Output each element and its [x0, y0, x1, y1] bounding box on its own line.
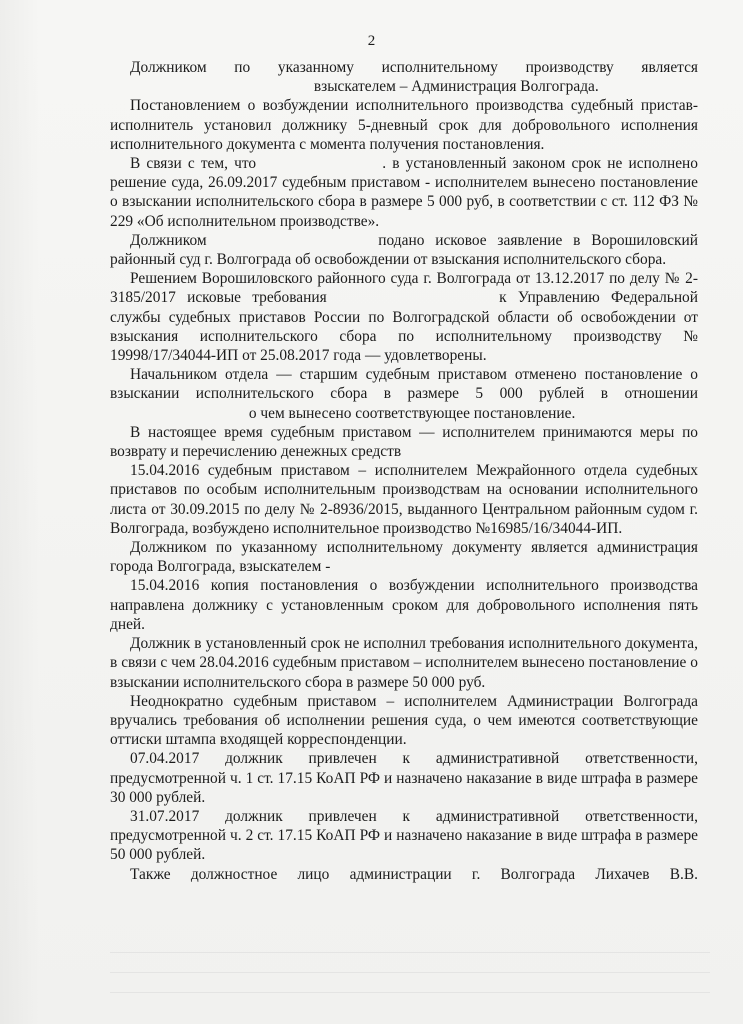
paragraph-second-case	[110, 461, 698, 538]
show-through-line	[110, 972, 710, 973]
paragraph-text: Также должностное лицо администрации г. Волгограда Лихачев В.В.	[130, 865, 698, 883]
paragraph-text: Должником по указанному исполнительному документу является администрация города Волгограда, взыскателем -	[110, 539, 698, 576]
paragraph-text: Должником	[130, 231, 218, 249]
redacted-name	[110, 406, 245, 420]
redacted-name	[110, 79, 310, 93]
redacted-name	[405, 444, 575, 458]
paragraph-fine-50000	[110, 807, 698, 865]
redacted-name	[338, 290, 488, 304]
paragraph-text: к Управлению Федеральной службы судебных приставов России по Волгоградской области об освобождении от взыскания исполнительского сбора по исполнительному производству № 19998/17/34044-ИП от 25.08.2017 года — удовлетворены.	[110, 289, 698, 365]
paragraph-court-decision	[110, 269, 698, 365]
paragraph-text: 15.04.2016 копия постановления о возбуждении исполнительного производства направлена должнику с установленным сроком для добровольного исполнения пять дней.	[110, 577, 698, 633]
paragraph-text: о чем вынесено соответствующее постановление.	[245, 404, 576, 422]
paragraph-cancellation	[110, 365, 698, 423]
page-number: 2	[367, 33, 376, 49]
show-through-line	[110, 952, 710, 953]
paragraph-text: подано исковое заявление в Ворошиловский районный суд г. Волгограда об освобождении от взыскания исполнительского сбора.	[110, 231, 699, 269]
paragraph-text: взыскателем – Администрация Волгограда.	[310, 78, 599, 96]
paragraph-text: Должник в установленный срок не исполнил требования исполнительного документа, в связи с чем 28.04.2016 судебным приставом – исполнителем вынесено постановление о взыскании исполнительского сбора в размере 50 000 руб.	[110, 635, 698, 691]
paragraph-text: Решением Ворошиловского районного суда г. Волгограда от 13.12.2017 по делу № 2-3185/2017 исковые требования	[110, 270, 698, 307]
paragraph-text: Постановлением о возбуждении исполнительного производства судебный пристав-исполнитель установил должнику 5-дневный срок для добровольного исполнения исполнительного документа с момента получения постановления.	[110, 97, 698, 153]
paragraph-resolution	[110, 96, 698, 154]
show-through-line	[110, 992, 710, 993]
paragraph-text: 31.07.2017 должник привлечен к административной ответственности, предусмотренной ч. 2 ст. 17.15 КоАП РФ и назначено наказание в виде штрафа в размере 50 000 рублей.	[110, 807, 698, 864]
paragraph-text: В связи с тем, что	[130, 155, 263, 173]
paragraph-claim	[110, 231, 698, 269]
paragraph-text: 15.04.2016 судебным приставом – исполнителем Межрайонного отдела судебных приставов по особым исполнительным производствам на основании исполнительного листа от 30.09.2015 по делу № 2-8936/2015, выданного Центральном районным судом г. Волгограда, возбуждено исполнительное производство №16985/16/34044-ИП.	[110, 462, 698, 537]
paragraph-official	[110, 865, 698, 884]
redacted-name	[217, 233, 367, 247]
paragraph-enforcement-fee	[110, 154, 698, 231]
paragraph-text: Должником по указанному исполнительному производству является	[130, 59, 698, 76]
paragraph-debtor	[110, 58, 698, 96]
paragraph-text: . в установленный законом срок не исполнено решение суда, 26.09.2017 судебным приставом - исполнителем вынесено постановление о взыскании исполнительского сбора в размере 5 000 руб, в соответствии с ст. 112 ФЗ № 229 «Об исполнительном производстве».	[110, 155, 698, 230]
paragraph-text: Начальником отдела — старшим судебным приставом отменено постановление о взыскании исполнительского сбора в размере 5 000 рублей в отношении	[110, 366, 698, 403]
paragraph-second-debtor	[110, 538, 698, 576]
redacted-name	[262, 156, 382, 170]
paragraph-fine-30000	[110, 749, 698, 807]
redacted-name	[334, 559, 584, 573]
paragraph-copy-sent	[110, 576, 698, 634]
paragraph-demands	[110, 692, 698, 750]
paragraph-text: 07.04.2017 должник привлечен к административной ответственности, предусмотренной ч. 1 ст. 17.15 КоАП РФ и назначено наказание в виде штрафа в размере 30 000 рублей.	[110, 750, 698, 806]
paragraph-refund	[110, 423, 698, 461]
paragraph-text: Неоднократно судебным приставом – исполнителем Администрации Волгограда вручались требования об исполнении решения суда, о чем имеются соответствующие оттиски штампа входящей корреспонденции.	[110, 692, 698, 749]
paragraph-not-executed	[110, 634, 698, 692]
paragraph-text: В настоящее время судебным приставом — исполнителем принимаются меры по возврату и перечислению денежных средств	[110, 423, 698, 461]
document-body	[110, 58, 698, 884]
